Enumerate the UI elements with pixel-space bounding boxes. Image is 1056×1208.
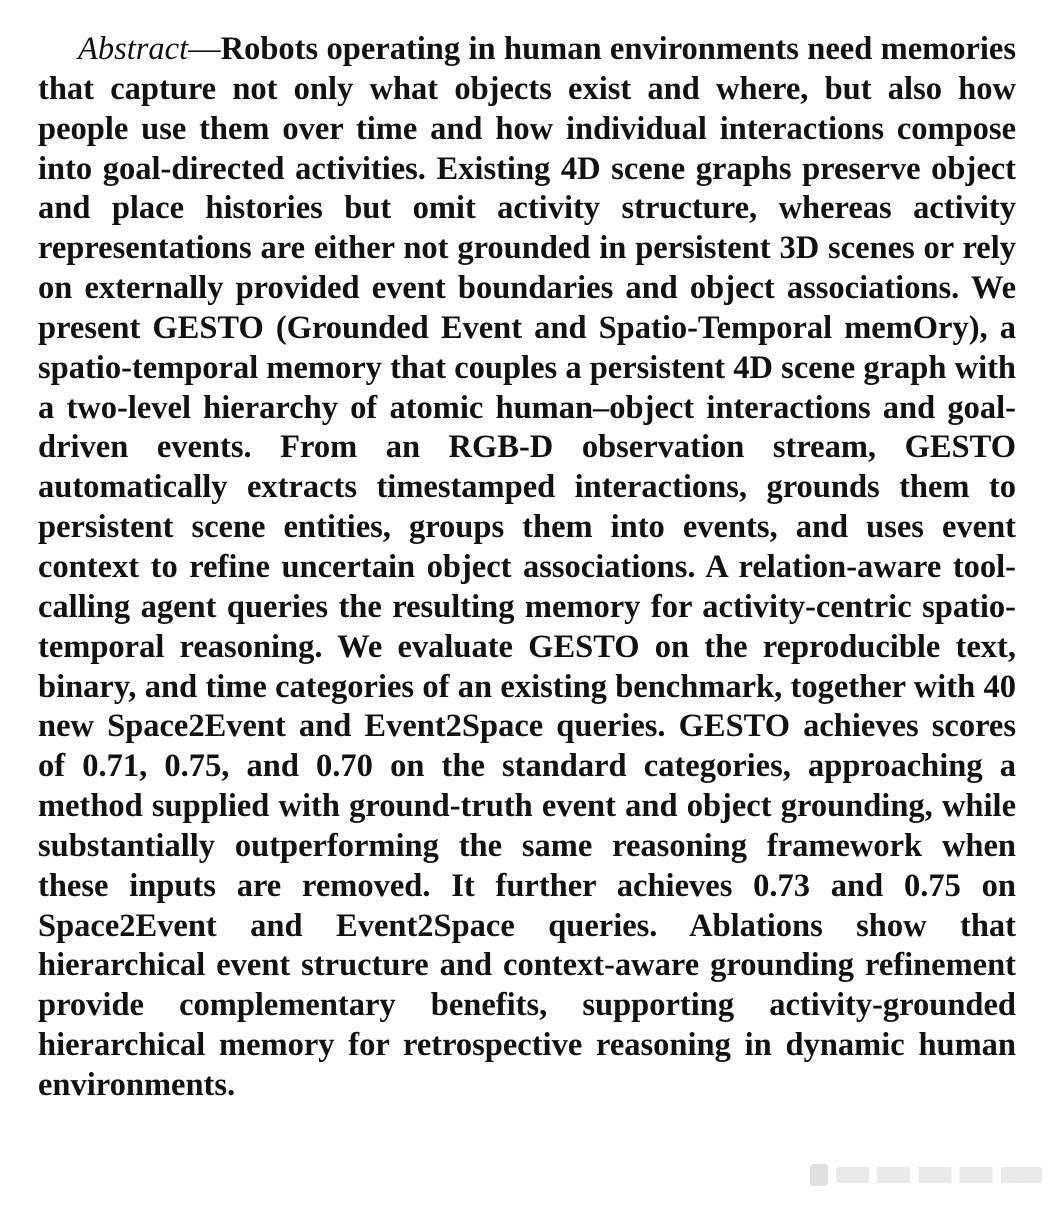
abstract-text: Robots operating in human environments need memories that capture not only what objects exist and where, but also how people use them over time and how individual interactions compose into goal-directed activities. Existing 4D scene graphs preserve object and place histories but omit activity structure, whereas activity representations are either not grounded in persistent 3D scenes or rely on externally provided event boundaries and object associations. We present GESTO (Grounded Event and Spatio-Temporal memOry), a spatio-temporal memory that couples a persistent 4D scene graph with a two-level hierarchy of atomic human–object interactions and goal-driven events. From an RGB-D observation stream, GESTO automatically extracts timestamped interactions, grounds them to persistent scene entities, groups them into events, and uses event context to refine uncertain object associations. A relation-aware tool-calling agent queries the resulting memory for activity-centric spatio-temporal reasoning. We evaluate GESTO on the reproducible text, binary, and time categories of an existing benchmark, together with 40 new Space2Event and Event2Space queries. GESTO achieves scores of 0.71, 0.75, and 0.70 on the standard categories, approaching a method supplied with ground-truth event and object grounding, while substantially outperforming the same reasoning framework when these inputs are removed. It further achieves 0.73 and 0.75 on Space2Event and Event2Space queries. Ablations show that hierarchical event structure and context-aware grounding refinement provide complementary benefits, supporting activity-grounded hierarchical memory for retrospective reasoning in dynamic human environments.	[38, 31, 1016, 1103]
watermark-icon	[810, 1164, 828, 1186]
abstract-dash: —	[188, 31, 221, 67]
watermark-logo	[810, 1158, 1042, 1192]
abstract-paragraph	[38, 30, 1016, 1106]
watermark-mark	[836, 1167, 1042, 1183]
abstract-label: Abstract	[78, 31, 189, 67]
paper-page	[38, 30, 1016, 1106]
